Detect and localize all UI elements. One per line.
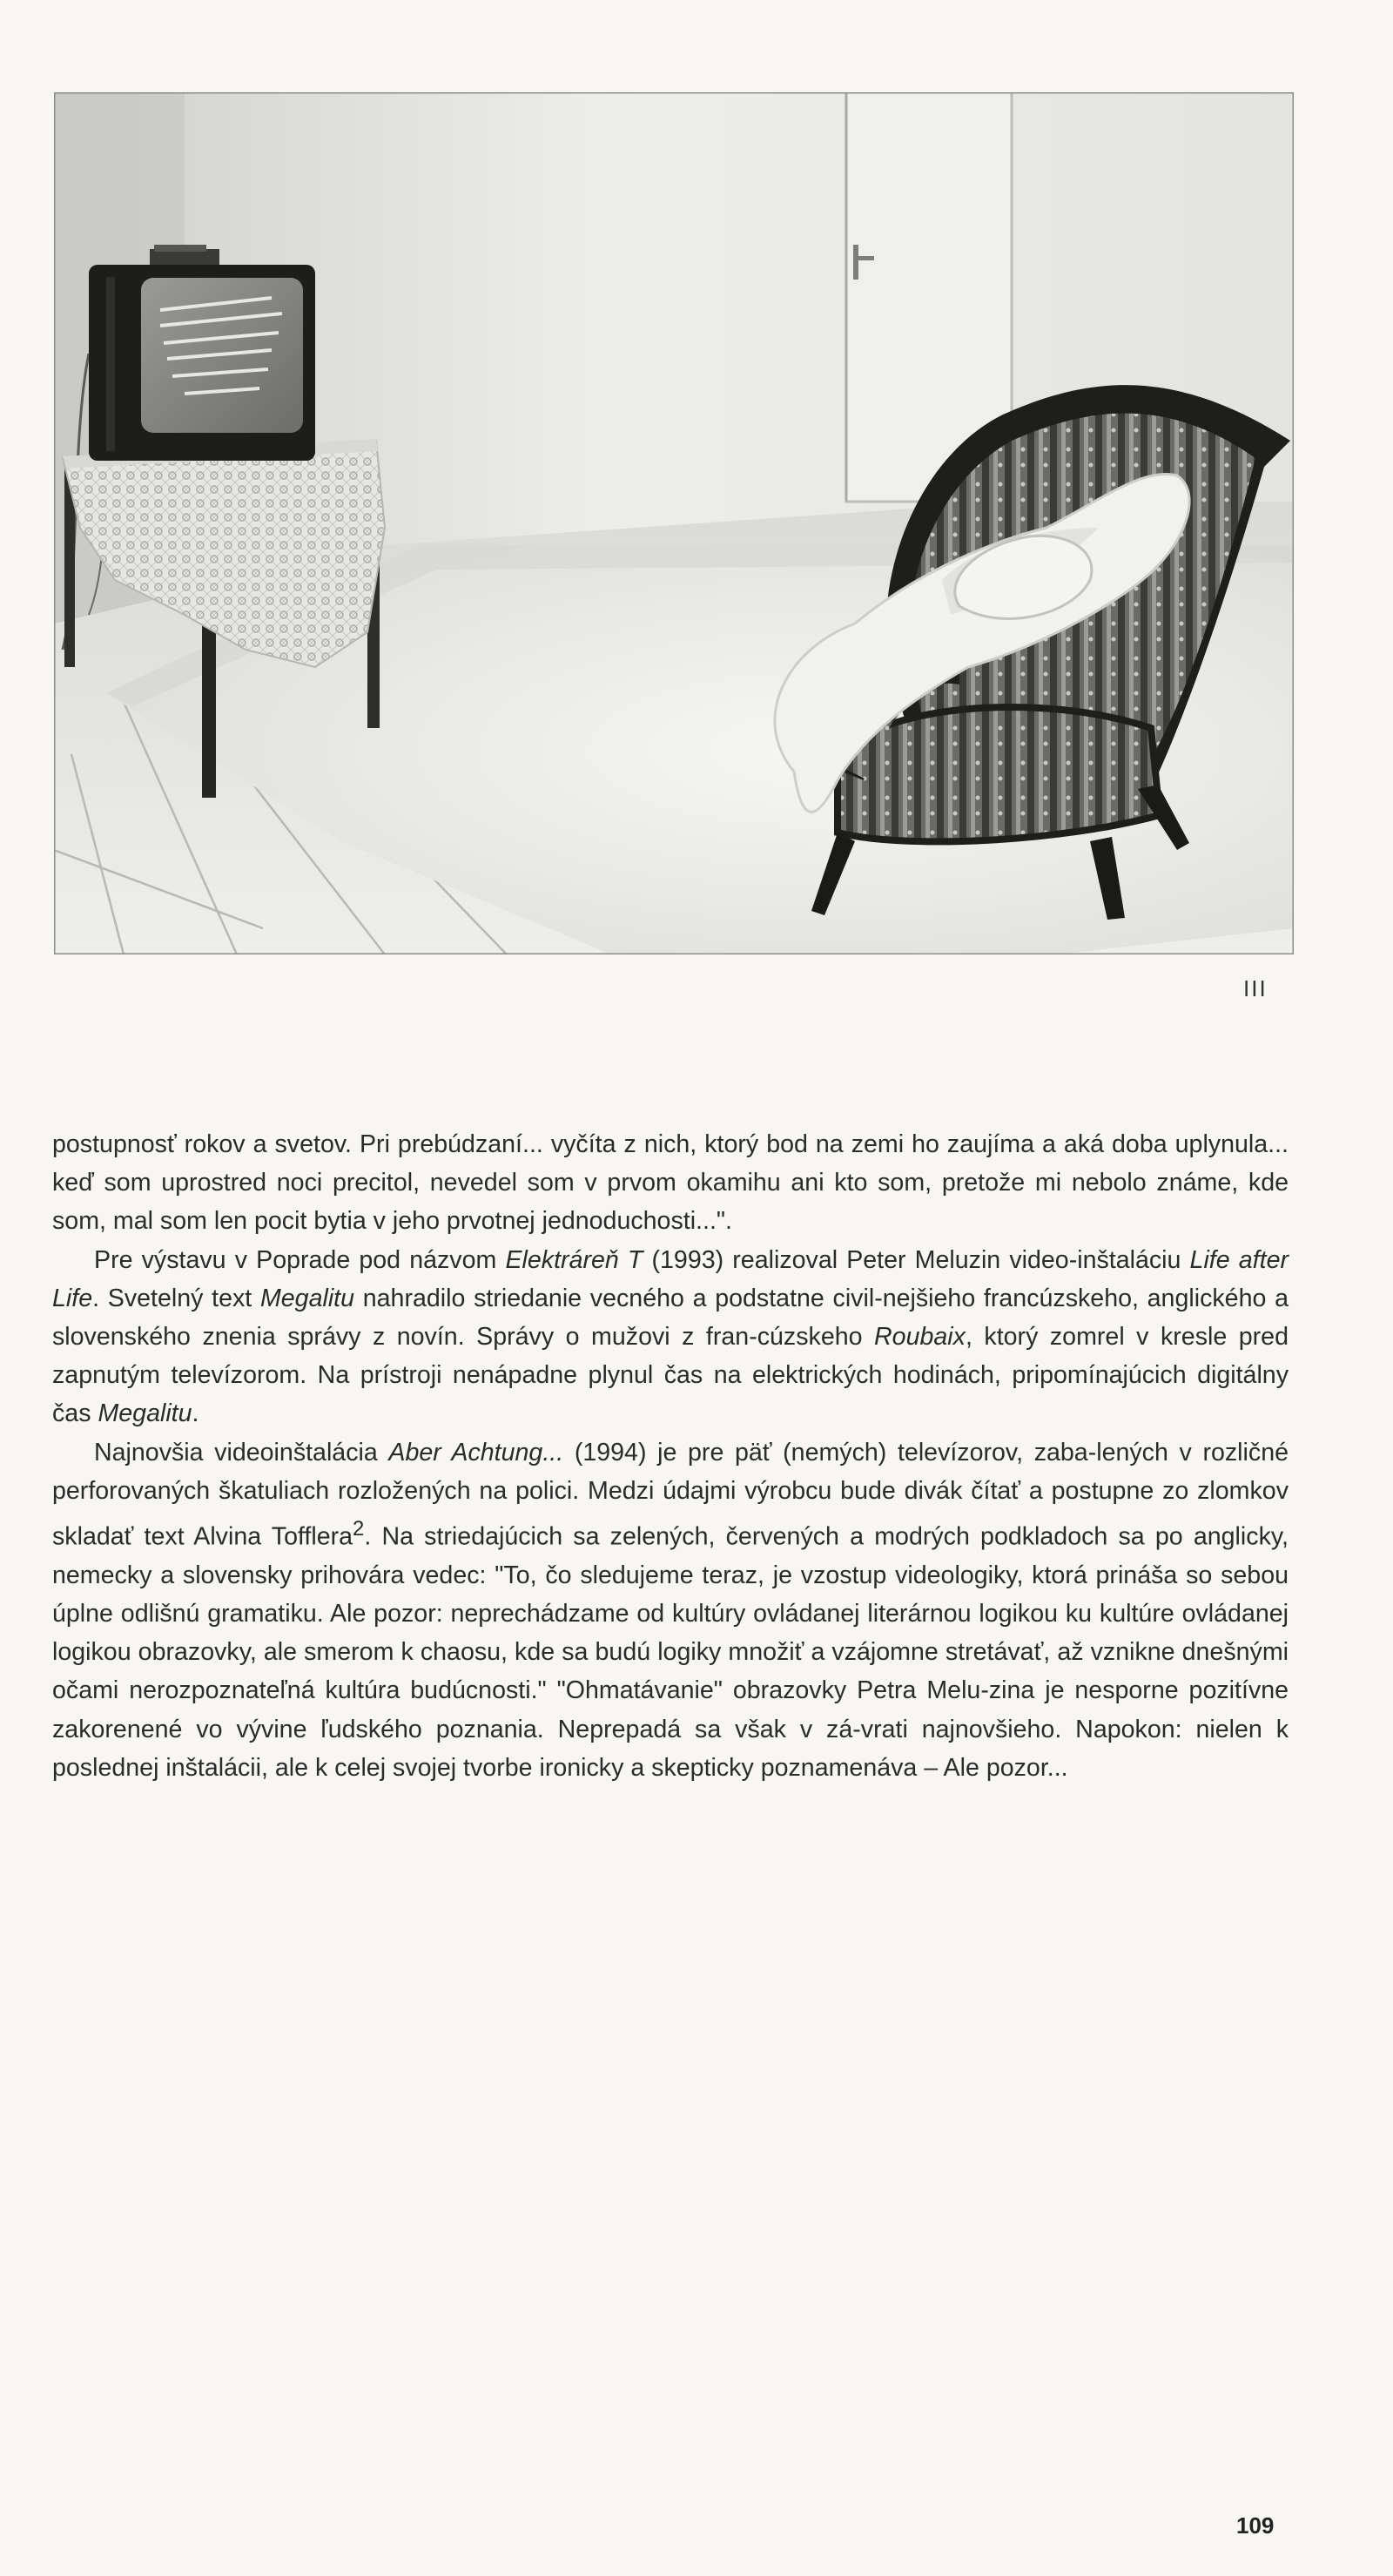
italic-title: Life after Life [52,1245,1289,1312]
italic-title: Megalitu [98,1399,192,1428]
italic-title: Elektráreň T [505,1245,643,1274]
text-run: Najnovšia videoinštalácia [94,1438,389,1467]
page-number: 109 [1236,2512,1275,2539]
installation-photo [54,92,1294,954]
text-run: nahradilo striedanie vecného a podstatne civil-nejšieho francúzskeho, anglického a slovenského znenia správy z novín. Správy o mužovi z fran-cúzskeho [52,1284,1289,1352]
article-body [52,1125,1289,1787]
text-run: (1994) je pre päť (nemých) televízorov, zaba-lených v rozličné perforovaných škatuliach rozložených na polici. Medzi údajmi výrobcu bude divák čítať a postupne zo zlomkov skladať text Alvina Tofflera [52,1438,1289,1551]
text-run: Pre výstavu v Poprade pod názvom [94,1245,506,1274]
italic-title: Megalitu [259,1284,355,1312]
paragraph [52,1433,1289,1787]
paragraph [52,1241,1289,1433]
italic-title: Aber Achtung... [388,1438,564,1467]
text-run: , ktorý zomrel v kresle pred zapnutým televízorom. Na prístroji nenápadne plynul čas na elektrických hodinách, pripomínajúcich digitálny čas [52,1323,1289,1428]
text-run: . Svetelný text [92,1284,260,1312]
text-run: (1993) realizoval Peter Meluzin video-inštaláciu [643,1245,1190,1274]
text-run: postupnosť rokov a svetov. Pri prebúdzaní... vyčíta z nich, ktorý bod na zemi ho zaujíma a aká doba uplynula... keď som uprostred noci precitol, nevedel som v prvom okamihu ani kto som, pretože mi nebolo známe, kde som, mal som len pocit bytia v jeho prvotnej jednoduchosti...". [52,1130,1289,1236]
paragraph [52,1125,1289,1241]
plate-number: III [1243,975,1268,1001]
italic-title: Roubaix [874,1323,966,1352]
footnote-ref: 2 [353,1517,365,1541]
text-run: . Na striedajúcich sa zelených, červených a modrých podkladoch sa po anglicky, nemecky a slovensky prihovára vedec: "To, čo sledujeme teraz, je vzostup videologiky, ktorá prináša so sebou úplne odlišnú gramatiku. Ale pozor: neprechádzame od kultúry ovládanej literárnou logikou ku kultúre ovládanej logikou obrazovky, ale smerom k chaosu, kde sa budú logiky množiť a vzájomne stretávať, až vznikne dnešnými očami nerozpoznateľná kultúra budúcnosti." "Ohmatávanie" obrazovky Petra Melu-zina je nesporne pozitívne zakorenené vo vývine ľudského poznania. Neprepadá sa však v zá-vrati najnovšieho. Napokon: nielen k poslednej inštalácii, ale k celej svojej tvorbe ironicky a skepticky poznamenáva – Ale pozor... [52,1522,1289,1782]
text-run: . [192,1399,199,1428]
